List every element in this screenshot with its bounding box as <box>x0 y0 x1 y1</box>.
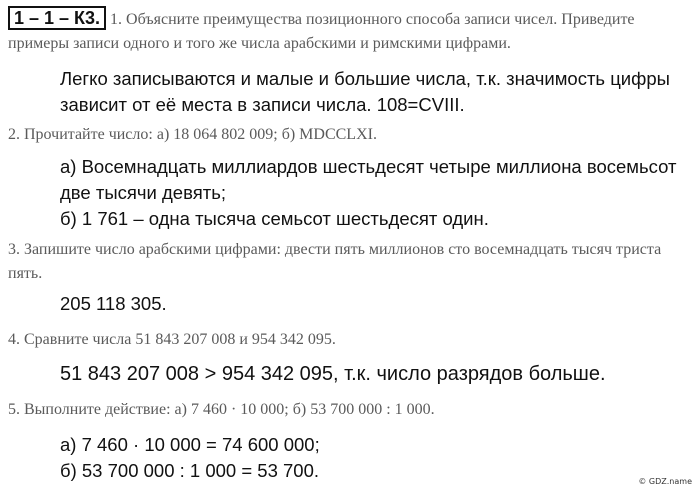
answer-line: а) 7 460 · 10 000 = 74 600 000; <box>60 434 320 455</box>
answer-line: а) Восемнадцать миллиардов шестьдесят четыре миллиона восемьсот <box>60 156 677 177</box>
answer-line: зависит от её места в записи числа. 108=CVIII. <box>60 94 465 115</box>
task-4-question <box>8 328 690 352</box>
task-3-answer <box>60 291 686 317</box>
answer-line: б) 1 761 – одна тысяча семьсот шестьдесят один. <box>60 208 489 229</box>
answer-line: 205 118 305. <box>60 293 167 314</box>
task-1-question-text: 1. Объясните преимущества позиционного способа записи чисел. Приведите примеры записи одного и того же числа арабскими и римскими цифрами. <box>8 11 635 52</box>
task-4-answer <box>60 361 686 387</box>
task-2-question-text: 2. Прочитайте число: а) 18 064 802 009; б) MDCCLXI. <box>8 126 377 143</box>
exercise-number-badge: 1 – 1 – К3. <box>8 6 106 30</box>
task-4-question-text: 4. Сравните числа 51 843 207 008 и 954 342 095. <box>8 331 336 348</box>
task-1-question <box>8 6 690 56</box>
task-2-question <box>8 123 690 147</box>
task-2-answer <box>60 154 686 232</box>
task-3-question-text: 3. Запишите число арабскими цифрами: двести пять миллионов сто восемнадцать тысяч триста пять. <box>8 241 662 282</box>
answer-line: б) 53 700 000 : 1 000 = 53 700. <box>60 460 320 481</box>
answer-line: две тысячи девять; <box>60 182 226 203</box>
answer-line: Легко записываются и малые и большие числа, т.к. значимость цифры <box>60 68 670 89</box>
watermark: © GDZ.name <box>638 477 692 486</box>
task-5-question <box>8 398 690 422</box>
answer-line: 51 843 207 008 > 954 342 095, т.к. число разрядов больше. <box>60 363 606 385</box>
task-3-question <box>8 238 690 286</box>
task-5-question-text: 5. Выполните действие: а) 7 460 · 10 000; б) 53 700 000 : 1 000. <box>8 401 435 418</box>
task-5-answer <box>60 432 686 484</box>
task-1-answer <box>60 66 686 118</box>
